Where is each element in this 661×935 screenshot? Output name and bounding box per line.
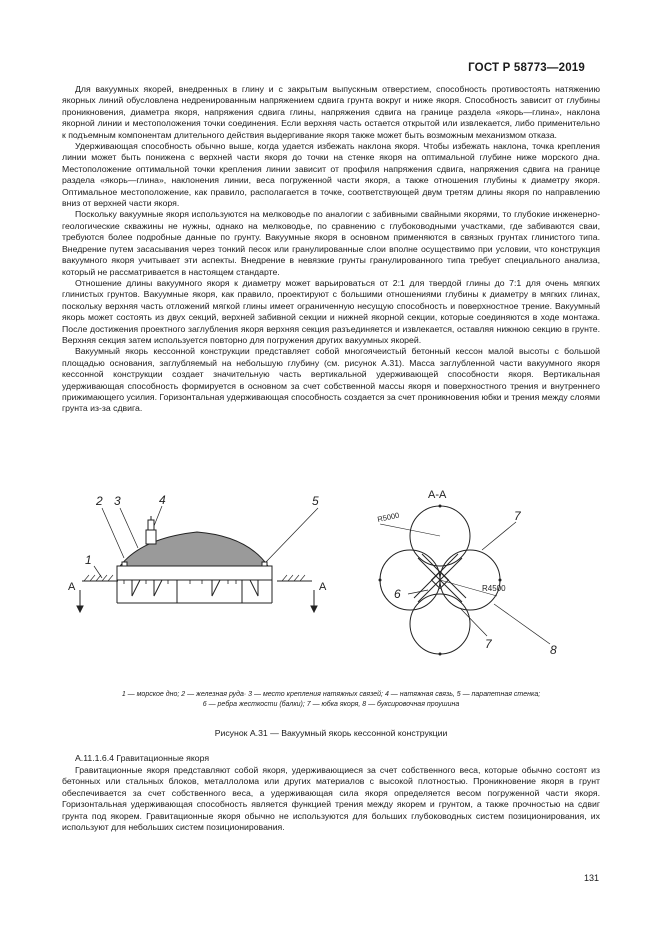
label-7-bottom: 7 — [485, 637, 492, 651]
legend-line-2: 6 — ребра жесткости (балки); 7 — юбка якоря, 8 — буксировочная проушина — [202, 701, 460, 708]
paragraph: Поскольку вакуумные якоря используются на мелководье по аналогии с забивными свайными якорями, то глубокие инженерно-геологические скважины не нужны, однако на мелководье, по сравнению с глубоководными участками, где забиваются сваи, требуются более подробные данные по грунту. Вакуумные якоря в основном применяются в связных грунтах глинистого типа. Внедрение путем засасывания через тонкий песок или гранулированные слои вполне осуществимо при условии, что конструкция вакуумного якоря учитывает эти аспекты. Внедрение в невязкие грунты гранулированного типа требует специального анализа, который не рассматривается в настоящем стандарте. — [62, 209, 600, 277]
paragraph: Вакуумный якорь кессонной конструкции представляет собой многоячеистый бетонный кессон малой высоты с большой площадью основания, заглубляемый на небольшую глубину (см. рисунок А.31). Масса заглубленной части вакуумного якоря кессонной конструкции создает значительную часть вертикальной удерживающей способности якоря. Вертикальная удерживающая способность формируется в основном за счет собственной массы якоря и поверхностного трения и внутреннего прижимающего усилия. Горизонтальная удерживающая способность создается за счет проникновения юбки и трения между слоями грунта из-за сдвига. — [62, 346, 600, 414]
section-text — [62, 765, 600, 833]
caisson-anchor-drawing — [62, 478, 600, 688]
plan-view-labels — [377, 489, 557, 657]
arrow-label-left: А — [68, 581, 76, 593]
dim-r5000: R5000 — [376, 510, 401, 524]
document-id: ГОСТ Р 58773—2019 — [468, 62, 585, 74]
legend-line-1: 1 — морское дно; 2 — железная руда· 3 — место крепления натяжных связей; 4 — натяжная связь, 5 — парапетная стенка; — [121, 691, 541, 698]
figure-legend — [62, 690, 600, 710]
label-5: 5 — [312, 494, 319, 508]
arrow-label-right: А — [319, 581, 327, 593]
label-7-top: 7 — [514, 509, 521, 523]
label-6: 6 — [394, 587, 401, 601]
paragraph: Отношение длины вакуумного якоря к диаметру может варьироваться от 2:1 для твердой глины до 7:1 для очень мягких глинистых грунтов. Вакуумные якоря, как правило, проектируют с большими отношениями глубины к диаметру в мягких глинах, поскольку верхняя часть отложений мягкой глины имеет ограниченную несущую способность и поверхностное трение. Вакуумный якорь может состоять из двух секций, верхней забивной секции и нижней якорной секции, которые соединяются в ходе монтажа. После достижения проектного заглубления якоря верхняя секция разъединяется и извлекается, оставляя нижнюю секцию в грунте. Верхняя секция затем используется повторно для погружения других вакуумных якорей. — [62, 277, 600, 345]
body-text — [62, 84, 600, 415]
label-1: 1 — [85, 553, 92, 567]
section-view — [77, 506, 318, 612]
paragraph: Для вакуумных якорей, внедренных в глину и с закрытым выпускным отверстием, способность противостоять натяжению якорных линий обусловлена недренированным напряжением сдвига грунта вокруг и ниже якоря. Способность зависит от глубины проникновения, диаметра якоря, напряжения сдвига глины, напряжения сдвига на границе раздела «якорь—глина», наклона якорной линии и местоположения точки соединения. Если верхняя часть остается открытой или извлекается, либо применительно к подъемным компонентам длительного действия выдергивание якоря также может быть возможным механизмом отказа. — [62, 84, 600, 140]
label-8: 8 — [550, 643, 557, 657]
dim-r4500: R4500 — [482, 584, 506, 593]
label-2: 2 — [96, 494, 103, 508]
figure-title: Рисунок А.31 — Вакуумный якорь кессонной конструкции — [214, 728, 448, 738]
plan-view — [376, 505, 551, 656]
page-number: 131 — [583, 873, 599, 883]
section-heading: А.11.1.6.4 Гравитационные якоря — [75, 753, 210, 763]
paragraph: Удерживающая способность обычно выше, когда удается избежать наклона якоря. Чтобы избежать наклона, точка крепления линии может быть понижена с верхней части якоря до точки на стенке якоря на оптимальной глубине ниже морского дна. Местоположение оптимальной точки крепления линии зависит от профиля напряжения сдвига, напряжения сдвига на границе раздела «якорь—глина», наклонения линии, веса погруженной части якоря, а также отношения глубины к диаметру якоря. Оптимальное местоположение, как правило, располагается в точке, соответствующей двум третям длины якоря по направлению вниз от верхней части якоря. — [62, 141, 600, 209]
paragraph: Гравитационные якоря представляют собой якоря, удерживающиеся за счет собственного веса, которые обычно состоят из бетонных или стальных блоков, металлолома или других материалов с высокой плотностью. Проникновение якоря в грунт обеспечивается за счет собственного веса, а удерживающая сила якоря определяется весом погруженной части якоря. Горизонтальная удерживающая способность является функцией трения между якорем и грунтом, а также прочностью на сдвиг грунта под якорем. Гравитационные якоря обычно не используются для больших глубоководных систем позиционирования, их используют для небольших систем позиционирования. — [62, 765, 600, 833]
label-4: 4 — [159, 493, 166, 507]
figure-a31 — [62, 478, 600, 688]
section-label: А-А — [428, 489, 447, 501]
label-3: 3 — [114, 494, 121, 508]
